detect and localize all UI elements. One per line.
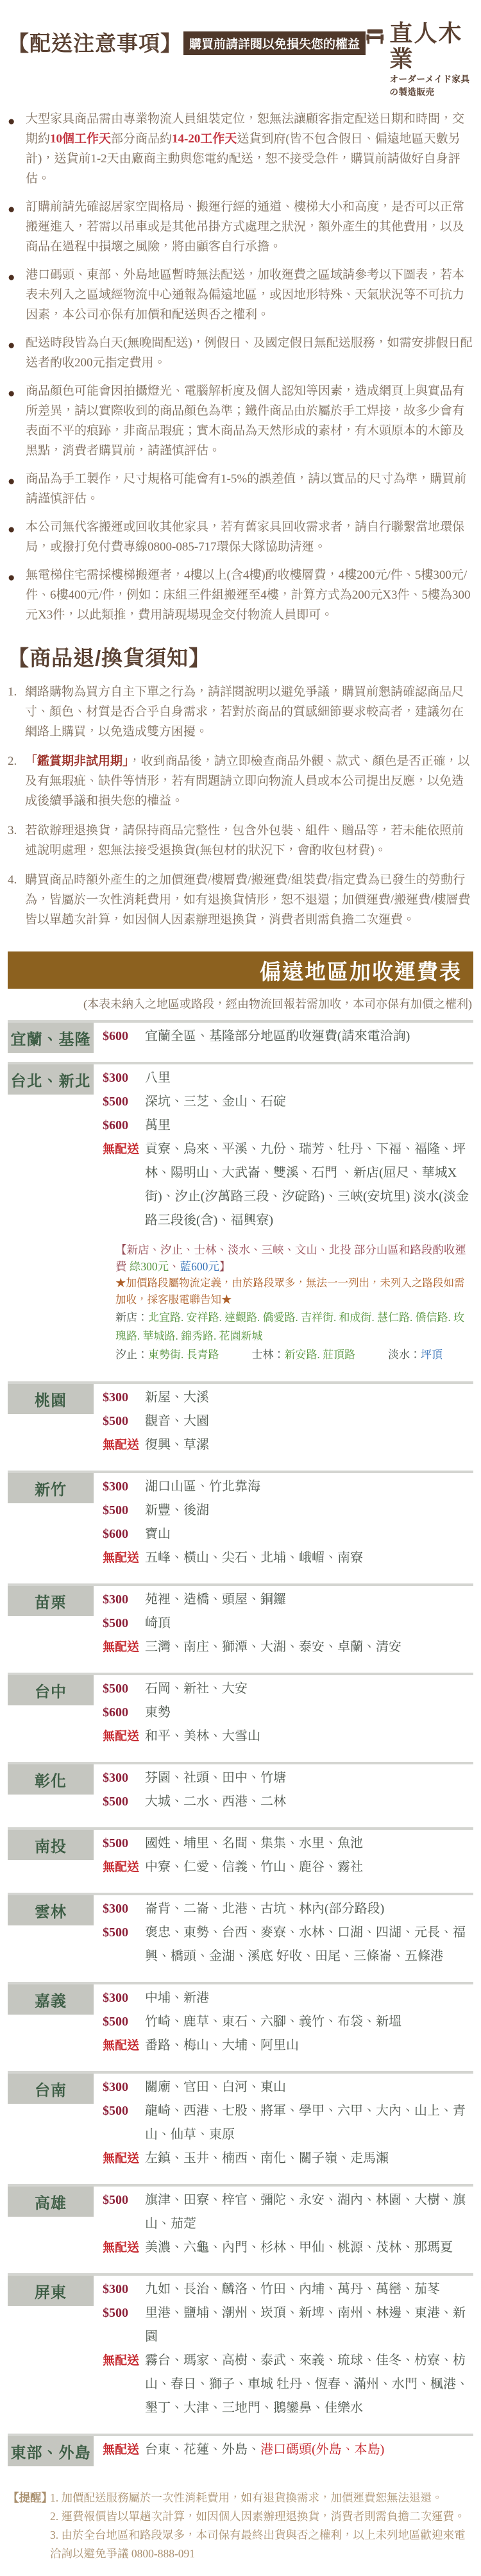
area-list	[145, 2301, 472, 2349]
bullet-item	[8, 517, 473, 557]
price-label: $500	[103, 1616, 128, 1630]
fee-line	[103, 2349, 472, 2420]
region-label: 高雄	[8, 2187, 94, 2217]
bullet-icon: ●	[8, 475, 15, 488]
price-label: $500	[103, 2104, 128, 2118]
area-list	[145, 1066, 472, 1090]
area-list	[145, 2278, 472, 2301]
fee-line	[103, 1546, 472, 1570]
price-label: 無配送	[103, 2354, 140, 2367]
price-label: $300	[103, 1902, 128, 1916]
area-list	[145, 1677, 472, 1701]
bullet-item	[8, 565, 473, 625]
fee-line	[103, 2076, 472, 2099]
fee-line	[103, 2236, 472, 2260]
return-item	[8, 682, 473, 742]
brand-name: 直人木業	[389, 21, 463, 72]
fee-row	[8, 1827, 473, 1884]
price-label: 無配送	[103, 1143, 140, 1156]
text-segment: 苑裡、造橋、頭屋、銅鑼	[145, 1592, 286, 1607]
price-label: 無配送	[103, 1551, 140, 1565]
price-label: 無配送	[103, 2039, 140, 2052]
text-segment: 【新店、汐止、士林、淡水、三峽、文山、北投 部分山區和路段酌收運費	[115, 1243, 466, 1273]
row-content	[94, 1764, 473, 1819]
region-label: 彰化	[8, 1764, 94, 1795]
text-segment: 商品為手工製作，尺寸規格可能會有1-5%的誤差值，請以實品的尺寸為準，購買前請謹慎評估。	[26, 472, 467, 506]
area-list	[145, 1114, 472, 1138]
area-list	[145, 2076, 472, 2099]
price-label: 無配送	[103, 1641, 140, 1654]
fee-line	[103, 1114, 472, 1138]
area-list	[145, 1546, 472, 1570]
text-segment: 北宜路. 安祥路. 達觀路. 僑愛路. 吉祥街. 和成街. 慧仁路. 僑信路. 玫瑰路. 華城路. 錦秀路. 花園新城	[115, 1311, 464, 1342]
text-segment: 新豐、後湖	[145, 1503, 209, 1517]
return-item	[8, 870, 473, 930]
text-segment: 深坑、三芝、金山、石碇	[145, 1095, 286, 1109]
area-list	[145, 1790, 472, 1814]
brand-text	[389, 21, 473, 98]
return-item	[8, 821, 473, 860]
text-segment: 石岡、新社、大安	[145, 1682, 248, 1696]
bullet-icon: ●	[8, 339, 15, 352]
price-label: $300	[103, 1390, 128, 1404]
fee-row	[8, 1762, 473, 1819]
area-list	[145, 2438, 472, 2462]
reminder-footer	[8, 2489, 473, 2563]
text-segment: 美濃、六龜、內門、杉林、甲仙、桃源、茂林、那瑪夏	[145, 2240, 453, 2255]
shipping-notes-section	[8, 109, 473, 625]
fee-line	[103, 1523, 472, 1546]
text-segment: 霧台、瑪家、高樹、泰武、來義、琉球、佳冬、枋寮、枋山、春日、獅子、車城 牡丹、恆春、滿州、水門、楓港、墾丁、大津、三地門、鵝鑾鼻、佳樂水	[145, 2353, 469, 2415]
bullet-item	[8, 197, 473, 257]
text-segment: 送貨到府(皆不包含假日、偏遠地區天數另計)，送貨前1-2天由廠商主動與您電約配送，恕不接受急件，購買前請做好自身評估。	[26, 132, 460, 185]
text-segment: 八里	[145, 1071, 171, 1085]
price-label: $300	[103, 2282, 128, 2296]
title-row	[8, 17, 366, 57]
price-label: 無配送	[103, 2241, 140, 2255]
text-segment: 購買商品時額外產生的之加價運費/樓層費/搬運費/組裝費/指定費為已發生的勞動行為，皆屬於一次性消耗費用，如有退換貨情形，恕不退還；加價運費/搬運費/樓層費皆以單趟次計算，如因個人因素辦理退換貨，消費者則需負擔二次運費。	[25, 873, 471, 926]
text-segment: 新屋、大溪	[145, 1390, 209, 1404]
area-list	[145, 2188, 472, 2236]
text-segment: 旗津、田寮、梓官、彌陀、永安、湖內、林園、大樹、旗山、茄萣	[145, 2193, 466, 2231]
fee-line	[103, 1025, 472, 1048]
text-segment: 大城、二水、西港、二林	[145, 1795, 286, 1809]
text-segment: 里港、鹽埔、潮州、崁頂、新埤、南州、林邊、東港、新園	[145, 2306, 466, 2344]
text-segment: 台東、花蓮、外島、	[145, 2443, 260, 2457]
bullet-icon: ●	[8, 271, 15, 284]
text-segment: 崎頂	[145, 1616, 171, 1630]
area-list	[145, 1523, 472, 1546]
fee-table-caption: (本表未納入之地區或路段，經由物流回報若需加收，本司亦保有加價之權利)	[83, 998, 472, 1011]
text-segment: 東勢	[145, 1705, 171, 1719]
text-segment: 新安路. 莊頂路	[284, 1349, 355, 1361]
fee-line	[103, 1090, 472, 1114]
reminder-line: 3. 由於全台地區和路段眾多，本司保有最終出貨與否之權利，以上未列地區歡迎來電洽詢以避免爭議 0800-888-091	[50, 2529, 466, 2560]
row-content	[94, 2276, 473, 2425]
region-label: 苗栗	[8, 1586, 94, 1616]
fee-line	[103, 1701, 472, 1725]
region-label: 台北、新北	[8, 1064, 94, 1095]
row-content	[94, 1064, 473, 1373]
price-label: 無配送	[103, 2443, 140, 2457]
fee-table-banner-title: 偏遠地區加收運費表	[260, 959, 462, 984]
area-list	[145, 2147, 472, 2171]
price-label: $600	[103, 1705, 128, 1719]
area-list	[145, 2034, 472, 2058]
fee-row	[8, 1062, 473, 1373]
warning-banner: 購買前請詳閱以免損失您的權益	[183, 31, 366, 55]
text-segment: 部分商品約	[111, 132, 173, 146]
text-segment: 萬里	[145, 1118, 171, 1132]
text-segment: ，收到商品後，請立即檢查商品外觀、款式、顏色是否正確，以及有無瑕疵、缺件等情形，若有問題請立即向物流人員或本公司提出反應，以免造成後續爭議和損失您的權益。	[25, 755, 470, 808]
fee-line	[103, 1138, 472, 1233]
region-label: 台中	[8, 1675, 94, 1705]
fee-line	[103, 1725, 472, 1748]
text-segment: 復興、草漯	[145, 1438, 209, 1452]
text-segment: 配送時段皆為白天(無晚間配送)，例假日、及國定假日無配送服務，如需安排假日配送者酌收200元指定費用。	[26, 336, 473, 370]
fee-line	[103, 1677, 472, 1701]
fee-line	[103, 1588, 472, 1612]
area-list	[145, 1410, 472, 1433]
region-label: 屏東	[8, 2276, 94, 2306]
fee-row	[8, 1020, 473, 1053]
fee-line	[103, 1832, 472, 1855]
text-segment: 湖口山區、竹北靠海	[145, 1480, 260, 1494]
fee-line	[103, 1986, 472, 2010]
price-label: $500	[103, 1414, 128, 1428]
bullet-icon: ●	[8, 571, 15, 584]
text-segment: 關廟、官田、白河、東山	[145, 2080, 286, 2094]
fee-row	[8, 2273, 473, 2425]
row-content	[94, 1830, 473, 1884]
text-segment: 】	[219, 1260, 231, 1273]
bullet-icon: ●	[8, 523, 15, 536]
text-segment: 番路、梅山、大埔、阿里山	[145, 2038, 299, 2052]
price-label: $300	[103, 2080, 128, 2094]
text-segment: 宜蘭全區、基隆部分地區酌收運費(請來電洽詢)	[145, 1029, 410, 1043]
price-label: $500	[103, 1682, 128, 1696]
text-segment: 商品顏色可能會因拍攝燈光、電腦解析度及個人認知等因素，造成網頁上與實品有所差異，請以實際收到的商品顏色為準；鐵件商品由於屬於手工焊接，故多少會有表面不平的痕跡，非商品瑕疵；實木商品為天然形成的素材，有木頭原本的木節及黑點，消費者購買前，請謹慎評估。	[26, 384, 465, 457]
item-number: 3.	[8, 824, 17, 837]
reminder-line: 1. 加價配送服務屬於一次性消耗費用，如有退貨換需求，加價運費恕無法退還。	[50, 2491, 443, 2504]
text-segment: 藍600元	[180, 1260, 219, 1273]
text-segment: 、	[169, 1260, 180, 1273]
bullet-item	[8, 469, 473, 509]
text-segment: 芬園、社頭、田中、竹塘	[145, 1771, 286, 1785]
bullet-item	[8, 109, 473, 189]
text-segment: 汐止：	[115, 1349, 148, 1361]
text-segment: 港口碼頭(外島、本島)	[260, 2443, 385, 2457]
price-label: 無配送	[103, 2152, 140, 2165]
fee-line	[103, 1855, 472, 1879]
text-segment: 無電梯住宅需採樓梯搬運者，4樓以上(含4樓)酌收樓層費，4樓200元/件、5樓300元/件、6樓400元/件，例如：床組三件組搬運至4樓，計算方式為200元X3件、5樓為300元X3件，以此類推，費用請現場現金交付物流人員即可。	[26, 568, 471, 622]
price-label: $600	[103, 1527, 128, 1541]
text-segment: 綠300元	[129, 1260, 169, 1273]
price-label: $600	[103, 1118, 128, 1132]
fee-line	[103, 1410, 472, 1433]
fee-line	[103, 2438, 472, 2462]
text-segment: 網路購物為買方自主下單之行為，請詳閱說明以避免爭議，購買前懇請確認商品尺寸、顏色、材質是否合乎自身需求，若對於商品的質感細節要求較高者，建議勿在網路上購買，以免造成雙方困擾。	[25, 685, 464, 738]
price-label: $500	[103, 2015, 128, 2029]
reminder-label: 【提醒】	[8, 2491, 53, 2504]
text-segment: 觀音、大園	[145, 1414, 209, 1428]
text-segment: 國姓、埔里、名間、集集、水里、魚池	[145, 1836, 363, 1850]
area-list	[145, 1612, 472, 1635]
fee-row	[8, 1471, 473, 1575]
area-list	[145, 1635, 472, 1659]
price-label: $300	[103, 1071, 128, 1085]
area-list	[145, 1766, 472, 1790]
text-segment: 寶山	[145, 1527, 171, 1541]
area-list	[145, 1090, 472, 1114]
text-segment: 大型家具商品需由專業物流人員組裝定位，恕無法讓顧客指定配送日期和時間，交期約	[26, 112, 465, 146]
price-label: 無配送	[103, 1730, 140, 1743]
area-list	[145, 2236, 472, 2260]
item-number: 1.	[8, 685, 17, 699]
reminder-line: 2. 運費報價皆以單趟次計算，如因個人因素辦理退換貨，消費者則需負擔二次運費。	[50, 2510, 466, 2523]
text-segment: 龍崎、西港、七股、將軍、學甲、六甲、大內、山上、青山、仙草、東原	[145, 2104, 466, 2142]
fee-line	[103, 1635, 472, 1659]
region-label: 嘉義	[8, 1984, 94, 2015]
area-list	[145, 1986, 472, 2010]
row-content	[94, 1586, 473, 1664]
returns-title: 【商品退/換貨須知】	[8, 646, 211, 670]
fee-line	[103, 1433, 472, 1457]
bullet-item	[8, 333, 473, 373]
region-label: 新竹	[8, 1473, 94, 1503]
region-label: 台南	[8, 2074, 94, 2104]
text-segment: 中埔、新港	[145, 1991, 209, 2005]
text-segment: 崙背、二崙、北港、古坑、林內(部分路段)	[145, 1902, 385, 1916]
area-list	[145, 1701, 472, 1725]
area-list	[145, 1725, 472, 1748]
region-label: 南投	[8, 1830, 94, 1860]
price-label: $300	[103, 1771, 128, 1785]
fee-line	[103, 1612, 472, 1635]
fee-line	[103, 2010, 472, 2034]
price-label: $600	[103, 1029, 128, 1043]
fee-table-banner	[8, 951, 473, 989]
area-list	[145, 2349, 472, 2420]
price-label: 無配送	[103, 1861, 140, 1874]
area-list	[145, 1897, 472, 1921]
reminder-lines	[50, 2489, 473, 2563]
price-label: $500	[103, 1836, 128, 1850]
header	[8, 17, 473, 98]
fee-table	[8, 1020, 473, 2467]
page-title: 【配送注意事項】	[8, 31, 182, 55]
brand-tagline: オーダーメイド家具の製造販売	[389, 74, 470, 97]
row-content	[94, 1895, 473, 1974]
region-label: 東部、外島	[8, 2436, 94, 2466]
row-content	[94, 2436, 473, 2467]
price-label: $500	[103, 1095, 128, 1109]
area-list	[145, 1588, 472, 1612]
text-segment: 九如、長治、麟洛、竹田、內埔、萬丹、萬巒、茄苳	[145, 2282, 440, 2296]
area-list	[145, 1855, 472, 1879]
fee-row	[8, 2184, 473, 2265]
text-segment: 中寮、仁愛、信義、竹山、鹿谷、霧社	[145, 1860, 363, 1874]
row-content	[94, 1675, 473, 1753]
fee-row	[8, 2434, 473, 2467]
price-label: $500	[103, 1795, 128, 1809]
area-list	[145, 2010, 472, 2034]
text-segment: 左鎮、玉井、楠西、南化、關子嶺、走馬瀨	[145, 2151, 389, 2165]
fee-row	[8, 1673, 473, 1753]
bullet-icon: ●	[8, 203, 15, 216]
note-line	[115, 1308, 472, 1345]
returns-section	[8, 682, 473, 930]
text-segment: 訂購前請先確認居家空間格局、搬運行經的通道、樓梯大小和高度，是否可以正常搬運進入，若需以吊車或是其他吊掛方式處理之狀況，額外產生的其他費用，以及商品在過程中損壞之風險，將由顧客自行承擔。	[26, 200, 465, 253]
area-list	[145, 1433, 472, 1457]
text-segment: 五峰、橫山、尖石、北埔、峨嵋、南寮	[145, 1551, 363, 1565]
bullet-item	[8, 381, 473, 461]
area-list	[145, 1386, 472, 1410]
fee-line	[103, 2099, 472, 2147]
bench-icon	[366, 26, 384, 47]
region-label: 雲林	[8, 1895, 94, 1925]
price-label: $300	[103, 1480, 128, 1494]
text-segment: 若欲辦理退換貨，請保持商品完整性，包含外包裝、組件、贈品等，若未能依照前述說明處理，恕無法接受退換貨(無包材的狀況下，會酌收包材費)。	[25, 824, 464, 857]
price-label: $500	[103, 2306, 128, 2320]
fee-line	[103, 2147, 472, 2171]
fee-row	[8, 1893, 473, 1974]
item-number: 2.	[8, 755, 17, 768]
text-segment: 和平、美林、大雪山	[145, 1729, 260, 1743]
bullet-icon: ●	[8, 115, 15, 128]
price-label: $500	[103, 2193, 128, 2207]
text-segment: 褒忠、東勢、台西、麥寮、水林、口湖、四湖、元長、福興、橋頭、金湖、溪底 好收、田尾、三條崙、五條港	[145, 1925, 466, 1963]
fee-line	[103, 2301, 472, 2349]
area-list	[145, 1832, 472, 1855]
price-label: $300	[103, 1592, 128, 1607]
fee-row	[8, 1381, 473, 1462]
fee-line	[103, 1897, 472, 1921]
price-label: $500	[103, 1925, 128, 1940]
fee-line	[103, 1921, 472, 1968]
fee-line	[103, 1066, 472, 1090]
area-list	[145, 2099, 472, 2147]
text-segment: ★加價路段屬物流定義，由於路段眾多，無法一一列出，未列入之路段如需加收，採客服電聯告知★	[115, 1277, 465, 1306]
fee-line	[103, 2188, 472, 2236]
fee-line	[103, 2278, 472, 2301]
fee-line	[103, 1766, 472, 1790]
area-list	[145, 1025, 472, 1048]
price-label: 無配送	[103, 1438, 140, 1452]
area-list	[145, 1138, 472, 1233]
note-line	[115, 1345, 472, 1364]
bullet-item	[8, 265, 473, 325]
text-segment: 本公司無代客搬運或回收其他家具，若有舊家具回收需求者，請自行聯繫當地環保局，或撥打免付費專線0800-085-717環保大隊協助清運。	[26, 520, 465, 554]
row-content	[94, 1984, 473, 2063]
text-segment: 三灣、南庄、獅潭、大湖、泰安、卓蘭、清安	[145, 1640, 401, 1654]
text-segment: 14-20工作天	[172, 132, 237, 146]
fee-row	[8, 2071, 473, 2176]
text-segment: 10個工作天	[50, 132, 112, 146]
fee-row	[8, 1583, 473, 1664]
price-label: $300	[103, 1991, 128, 2005]
row-content	[94, 1384, 473, 1462]
text-segment: 士林：	[219, 1349, 285, 1361]
fee-row	[8, 1982, 473, 2063]
fee-line	[103, 2034, 472, 2058]
fee-line	[103, 1386, 472, 1410]
brand-logo	[366, 17, 473, 98]
row-content	[94, 1473, 473, 1575]
area-list	[145, 1499, 472, 1523]
bullet-icon: ●	[8, 387, 15, 400]
price-label: $500	[103, 1503, 128, 1517]
row-notes	[115, 1241, 472, 1364]
row-content	[94, 1023, 473, 1053]
text-segment: 竹崎、鹿草、東石、六腳、義竹、布袋、新塭	[145, 2015, 401, 2029]
area-list	[145, 1921, 472, 1968]
area-list	[145, 1475, 472, 1499]
text-segment: 淡水：	[355, 1349, 421, 1361]
fee-line	[103, 1790, 472, 1814]
text-segment: 港口碼頭、東部、外島地區暫時無法配送，加收運費之區域請參考以下圖表，若本表未列入之區域經物流中心通報為偏遠地區，或因地形特殊、天氣狀況等不可抗力因素，本公司亦保有加價和配送與否之權利。	[26, 268, 465, 321]
text-segment: 「鑑賞期非試用期」	[25, 755, 129, 768]
fee-line	[103, 1475, 472, 1499]
text-segment: 坪頂	[421, 1349, 443, 1361]
item-number: 4.	[8, 873, 17, 887]
note-line	[115, 1241, 472, 1275]
text-segment: 新店：	[115, 1311, 148, 1324]
region-label: 宜蘭、基隆	[8, 1023, 94, 1053]
row-content	[94, 2187, 473, 2265]
text-segment: 貢寮、烏來、平溪、九份、瑞芳、牡丹、下福、福隆、坪林、陽明山、大武崙、雙溪、石門 、新店(屈尺、華城X街)、汐止(汐萬路三段、汐碇路)、三峽(安坑里) 淡水(淡金路三段後(含)、福興寮)	[145, 1142, 469, 1227]
note-line	[115, 1275, 472, 1308]
row-content	[94, 2074, 473, 2176]
return-item	[8, 751, 473, 811]
region-label: 桃園	[8, 1384, 94, 1414]
fee-line	[103, 1499, 472, 1523]
text-segment: 東勢街. 長青路	[148, 1349, 219, 1361]
